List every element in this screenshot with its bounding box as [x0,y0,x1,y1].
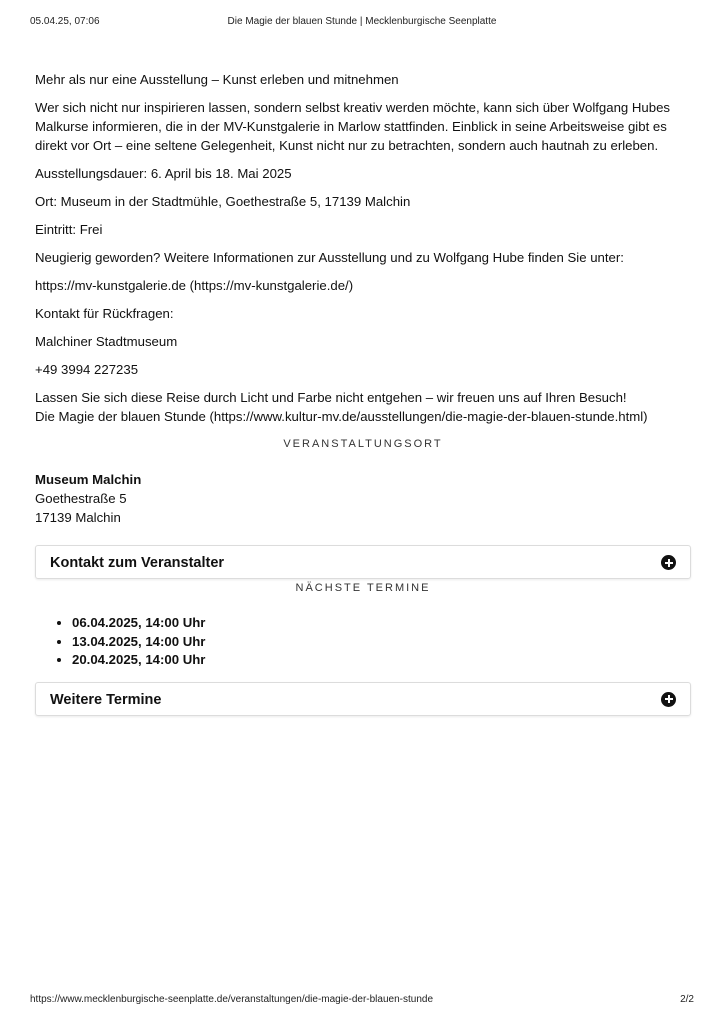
gallery-link[interactable]: https://mv-kunstgalerie.de (https://mv-kunstgalerie.de/) [35,278,354,293]
article-content [35,70,691,716]
admission-info: Eintritt: Frei [35,222,103,237]
list-item: • 20.04.2025, 14:00 Uhr [72,651,691,670]
exhibition-duration: Ausstellungsdauer: 6. April bis 18. Mai 2025 [35,166,292,181]
exhibition-location: Ort: Museum in der Stadtmühle, Goethestraße 5, 17139 Malchin [35,194,411,209]
venue-section-label: VERANSTALTUNGSORT [283,438,443,450]
accordion-title: Weitere Termine [50,691,162,708]
print-page-title: Die Magie der blauen Stunde | Mecklenburgische Seenplatte [227,16,497,27]
print-header [30,16,694,30]
plus-circle-icon[interactable] [661,692,676,707]
venue-name: Museum Malchin [35,472,142,487]
contact-organizer-accordion[interactable] [35,545,691,579]
article-paragraph: Wer sich nicht nur inspirieren lassen, sondern selbst kreativ werden möchte, kann sich über Wolfgang Hubes Malkurse informieren, die in der MV-Kunstgalerie in Marlow stattfinden. Einblick in seine Arbeitsweise gibt es direkt vor Ort – eine seltene Gelegenheit, Kunst nicht nur zu betrachten, sondern auch hautnah zu erleben. [35,100,671,153]
more-info-text: Neugierig geworden? Weitere Informationen zur Ausstellung und zu Wolfgang Hube finden Sie unter: [35,250,624,265]
article-subheading: Mehr als nur eine Ausstellung – Kunst erleben und mitnehmen [35,72,399,87]
print-datetime: 05.04.25, 07:06 [30,16,100,27]
print-page-url: https://www.mecklenburgische-seenplatte.de/veranstaltungen/die-magie-der-blauen-stunde [30,994,434,1005]
plus-circle-icon[interactable] [661,555,676,570]
closing-text: Lassen Sie sich diese Reise durch Licht und Farbe nicht entgehen – wir freuen uns auf Ihren Besuch! [35,390,627,405]
event-link[interactable]: Die Magie der blauen Stunde (https://www.kultur-mv.de/ausstellungen/die-magie-der-blauen-stunde.html) [35,409,648,424]
print-footer [30,994,694,1008]
contact-phone: +49 3994 227235 [35,362,139,377]
more-dates-accordion[interactable] [35,682,691,716]
venue-street: Goethestraße 5 [35,491,127,506]
list-item: • 13.04.2025, 14:00 Uhr [72,633,691,652]
contact-organization: Malchiner Stadtmuseum [35,334,178,349]
accordion-title: Kontakt zum Veranstalter [50,555,225,571]
contact-heading: Kontakt für Rückfragen: [35,306,174,321]
venue-city: 17139 Malchin [35,510,121,525]
upcoming-dates-list [35,614,691,670]
venue-address [35,470,691,527]
list-item: • 06.04.2025, 14:00 Uhr [72,614,691,633]
dates-section-label: NÄCHSTE TERMINE [295,582,431,594]
page-number: 2/2 [680,994,694,1005]
